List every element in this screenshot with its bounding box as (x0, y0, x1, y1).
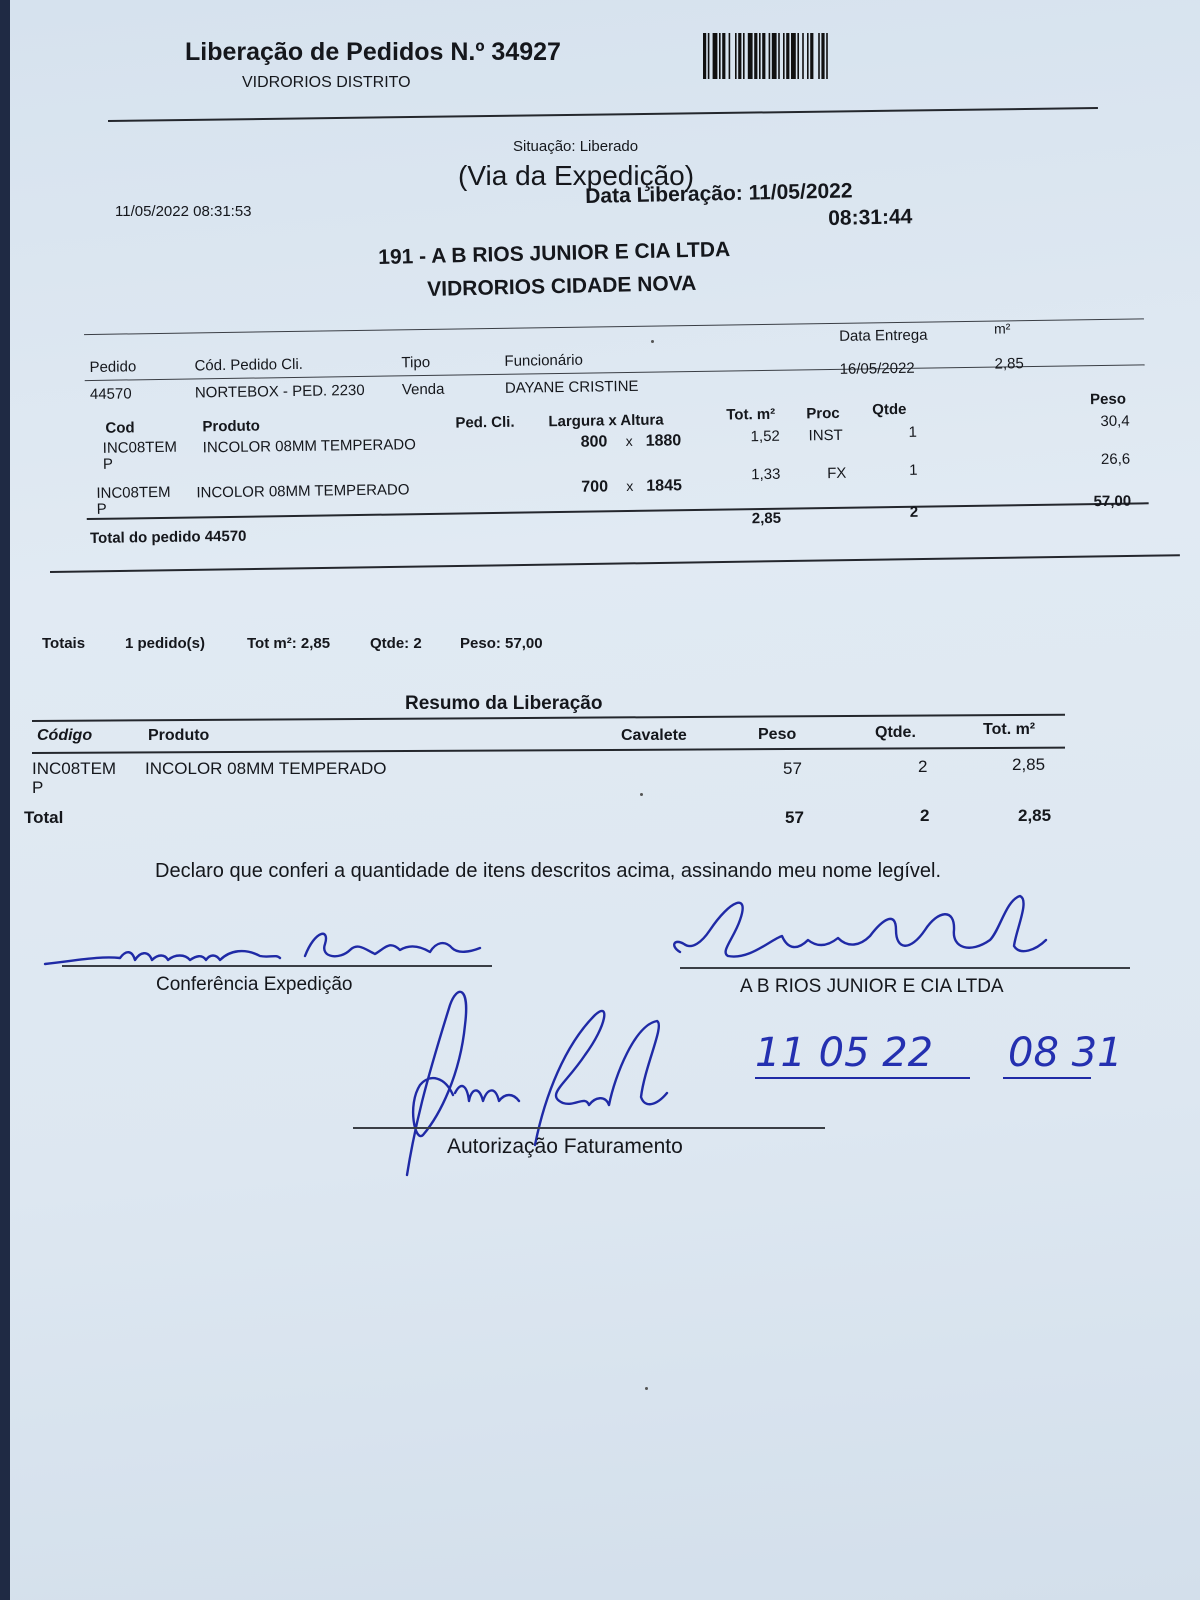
conferencia-line (62, 965, 492, 967)
cliente-label: A B RIOS JUNIOR E CIA LTDA (740, 976, 1004, 997)
resumo-total-peso: 57 (785, 808, 804, 827)
col-header-data-entrega: Data Entrega (839, 326, 928, 345)
col-header-funcionario: Funcionário (504, 351, 583, 370)
col-header-pedido: Pedido (89, 358, 137, 377)
order-total-qtde: 2 (909, 503, 919, 521)
order-type: Venda (401, 380, 445, 399)
resumo-header-codigo: Código (37, 727, 93, 744)
item-proc: FX (827, 464, 847, 483)
paper-speck (651, 340, 654, 343)
release-date: Data Liberação: 11/05/2022 (585, 179, 853, 208)
handwritten-date-underline (755, 1077, 970, 1079)
order-employee: DAYANE CRISTINE (504, 377, 639, 397)
order-block (4, 0, 1200, 601)
item-qtde: 1 (908, 423, 918, 441)
resumo-title: Resumo da Liberação (405, 693, 603, 714)
conferencia-label: Conferência Expedição (156, 974, 353, 995)
item-tot-m2: 1,33 (751, 465, 781, 484)
item-header-ped-cli: Ped. Cli. (455, 413, 515, 432)
totais-qtde: Qtde: 2 (370, 635, 422, 652)
totais-pedidos: 1 pedido(s) (125, 635, 206, 652)
item-cod-suffix: P (102, 455, 114, 473)
declaration-text: Declaro que conferi a quantidade de itens descritos acima, assinando meu nome legível. (155, 860, 942, 882)
client-name: 191 - A B RIOS JUNIOR E CIA LTDA (378, 238, 731, 269)
resumo-tot-m2: 2,85 (1012, 755, 1046, 774)
release-time: 08:31:44 (828, 205, 913, 230)
item-largura: 700 (581, 478, 609, 496)
order-total-peso: 57,00 (1093, 492, 1132, 511)
resumo-produto: INCOLOR 08MM TEMPERADO (145, 759, 387, 778)
paper-speck (645, 1387, 648, 1390)
order-total-rule (87, 502, 1149, 520)
resumo-total-tot-m2: 2,85 (1018, 806, 1052, 825)
conferencia-signature (40, 920, 510, 980)
client-store: VIDRORIOS CIDADE NOVA (427, 271, 697, 301)
order-delivery-date: 16/05/2022 (839, 359, 915, 378)
item-peso: 26,6 (1100, 450, 1131, 469)
resumo-header-peso: Peso (758, 726, 797, 743)
resumo-header-cavalete: Cavalete (621, 727, 687, 744)
autorizacao-label: Autorização Faturamento (447, 1135, 683, 1158)
resumo-total-label: Total (24, 808, 64, 827)
resumo-header-produto: Produto (148, 727, 210, 744)
resumo-peso: 57 (783, 759, 802, 778)
item-peso: 30,4 (1100, 412, 1130, 431)
order-total-label: Total do pedido 44570 (89, 527, 247, 548)
item-tot-m2: 1,52 (750, 427, 780, 446)
order-number: 44570 (89, 385, 132, 403)
handwritten-time: 08 31 (1008, 1030, 1123, 1076)
item-cod-suffix: P (96, 500, 107, 518)
print-datetime: 11/05/2022 08:31:53 (115, 203, 252, 220)
order-top-rule (84, 318, 1144, 335)
order-m2: 2,85 (994, 355, 1024, 373)
item-x: x (625, 432, 633, 450)
col-header-tipo: Tipo (401, 353, 431, 372)
item-altura: 1880 (645, 432, 682, 450)
item-header-peso: Peso (1089, 390, 1127, 409)
item-cod: INC08TEM (96, 483, 171, 502)
cliente-line (680, 967, 1130, 969)
handwritten-time-underline (1003, 1077, 1091, 1079)
item-produto: INCOLOR 08MM TEMPERADO (202, 436, 416, 457)
item-header-proc: Proc (806, 404, 840, 423)
document-title: Liberação de Pedidos N.º 34927 (185, 38, 561, 66)
resumo-total-qtde: 2 (920, 806, 930, 825)
item-header-dimensoes: Largura x Altura (548, 411, 664, 431)
item-largura: 800 (580, 433, 608, 451)
totais-label: Totais (42, 635, 86, 652)
totais-m2: Tot m²: 2,85 (247, 635, 331, 652)
order-client-code: NORTEBOX - PED. 2230 (194, 381, 365, 402)
handwritten-date: 11 05 22 (755, 1030, 934, 1076)
resumo-codigo: INC08TEM (32, 759, 117, 778)
status-text: Situação: Liberado (513, 138, 639, 155)
resumo-header-qtde: Qtde. (875, 724, 916, 741)
resumo-codigo-suffix: P (32, 778, 44, 797)
item-x: x (626, 477, 634, 495)
cliente-signature (670, 890, 1070, 970)
totais-peso: Peso: 57,00 (460, 635, 543, 652)
item-header-tot-m2: Tot. m² (726, 405, 776, 424)
document-page (10, 0, 1200, 1600)
item-header-cod: Cod (105, 419, 135, 437)
item-altura: 1845 (646, 477, 683, 495)
item-produto: INCOLOR 08MM TEMPERADO (196, 481, 410, 502)
resumo-qtde: 2 (918, 757, 928, 776)
resumo-header-tot-m2: Tot. m² (983, 721, 1036, 738)
order-total-m2: 2,85 (751, 509, 782, 528)
paper-speck (640, 793, 643, 796)
item-qtde: 1 (909, 461, 918, 479)
item-cod: INC08TEM (102, 438, 178, 457)
document-subtitle: VIDRORIOS DISTRITO (242, 74, 411, 91)
item-proc: INST (808, 426, 843, 445)
resumo-header-rule (32, 747, 1065, 754)
via-label: (Via da Expedição) (458, 160, 695, 191)
col-header-m2: m² (993, 320, 1011, 337)
item-header-produto: Produto (202, 417, 261, 436)
autorizacao-line (353, 1127, 825, 1129)
item-header-qtde: Qtde (872, 400, 907, 419)
col-header-cod-pedido-cli: Cód. Pedido Cli. (194, 355, 304, 375)
